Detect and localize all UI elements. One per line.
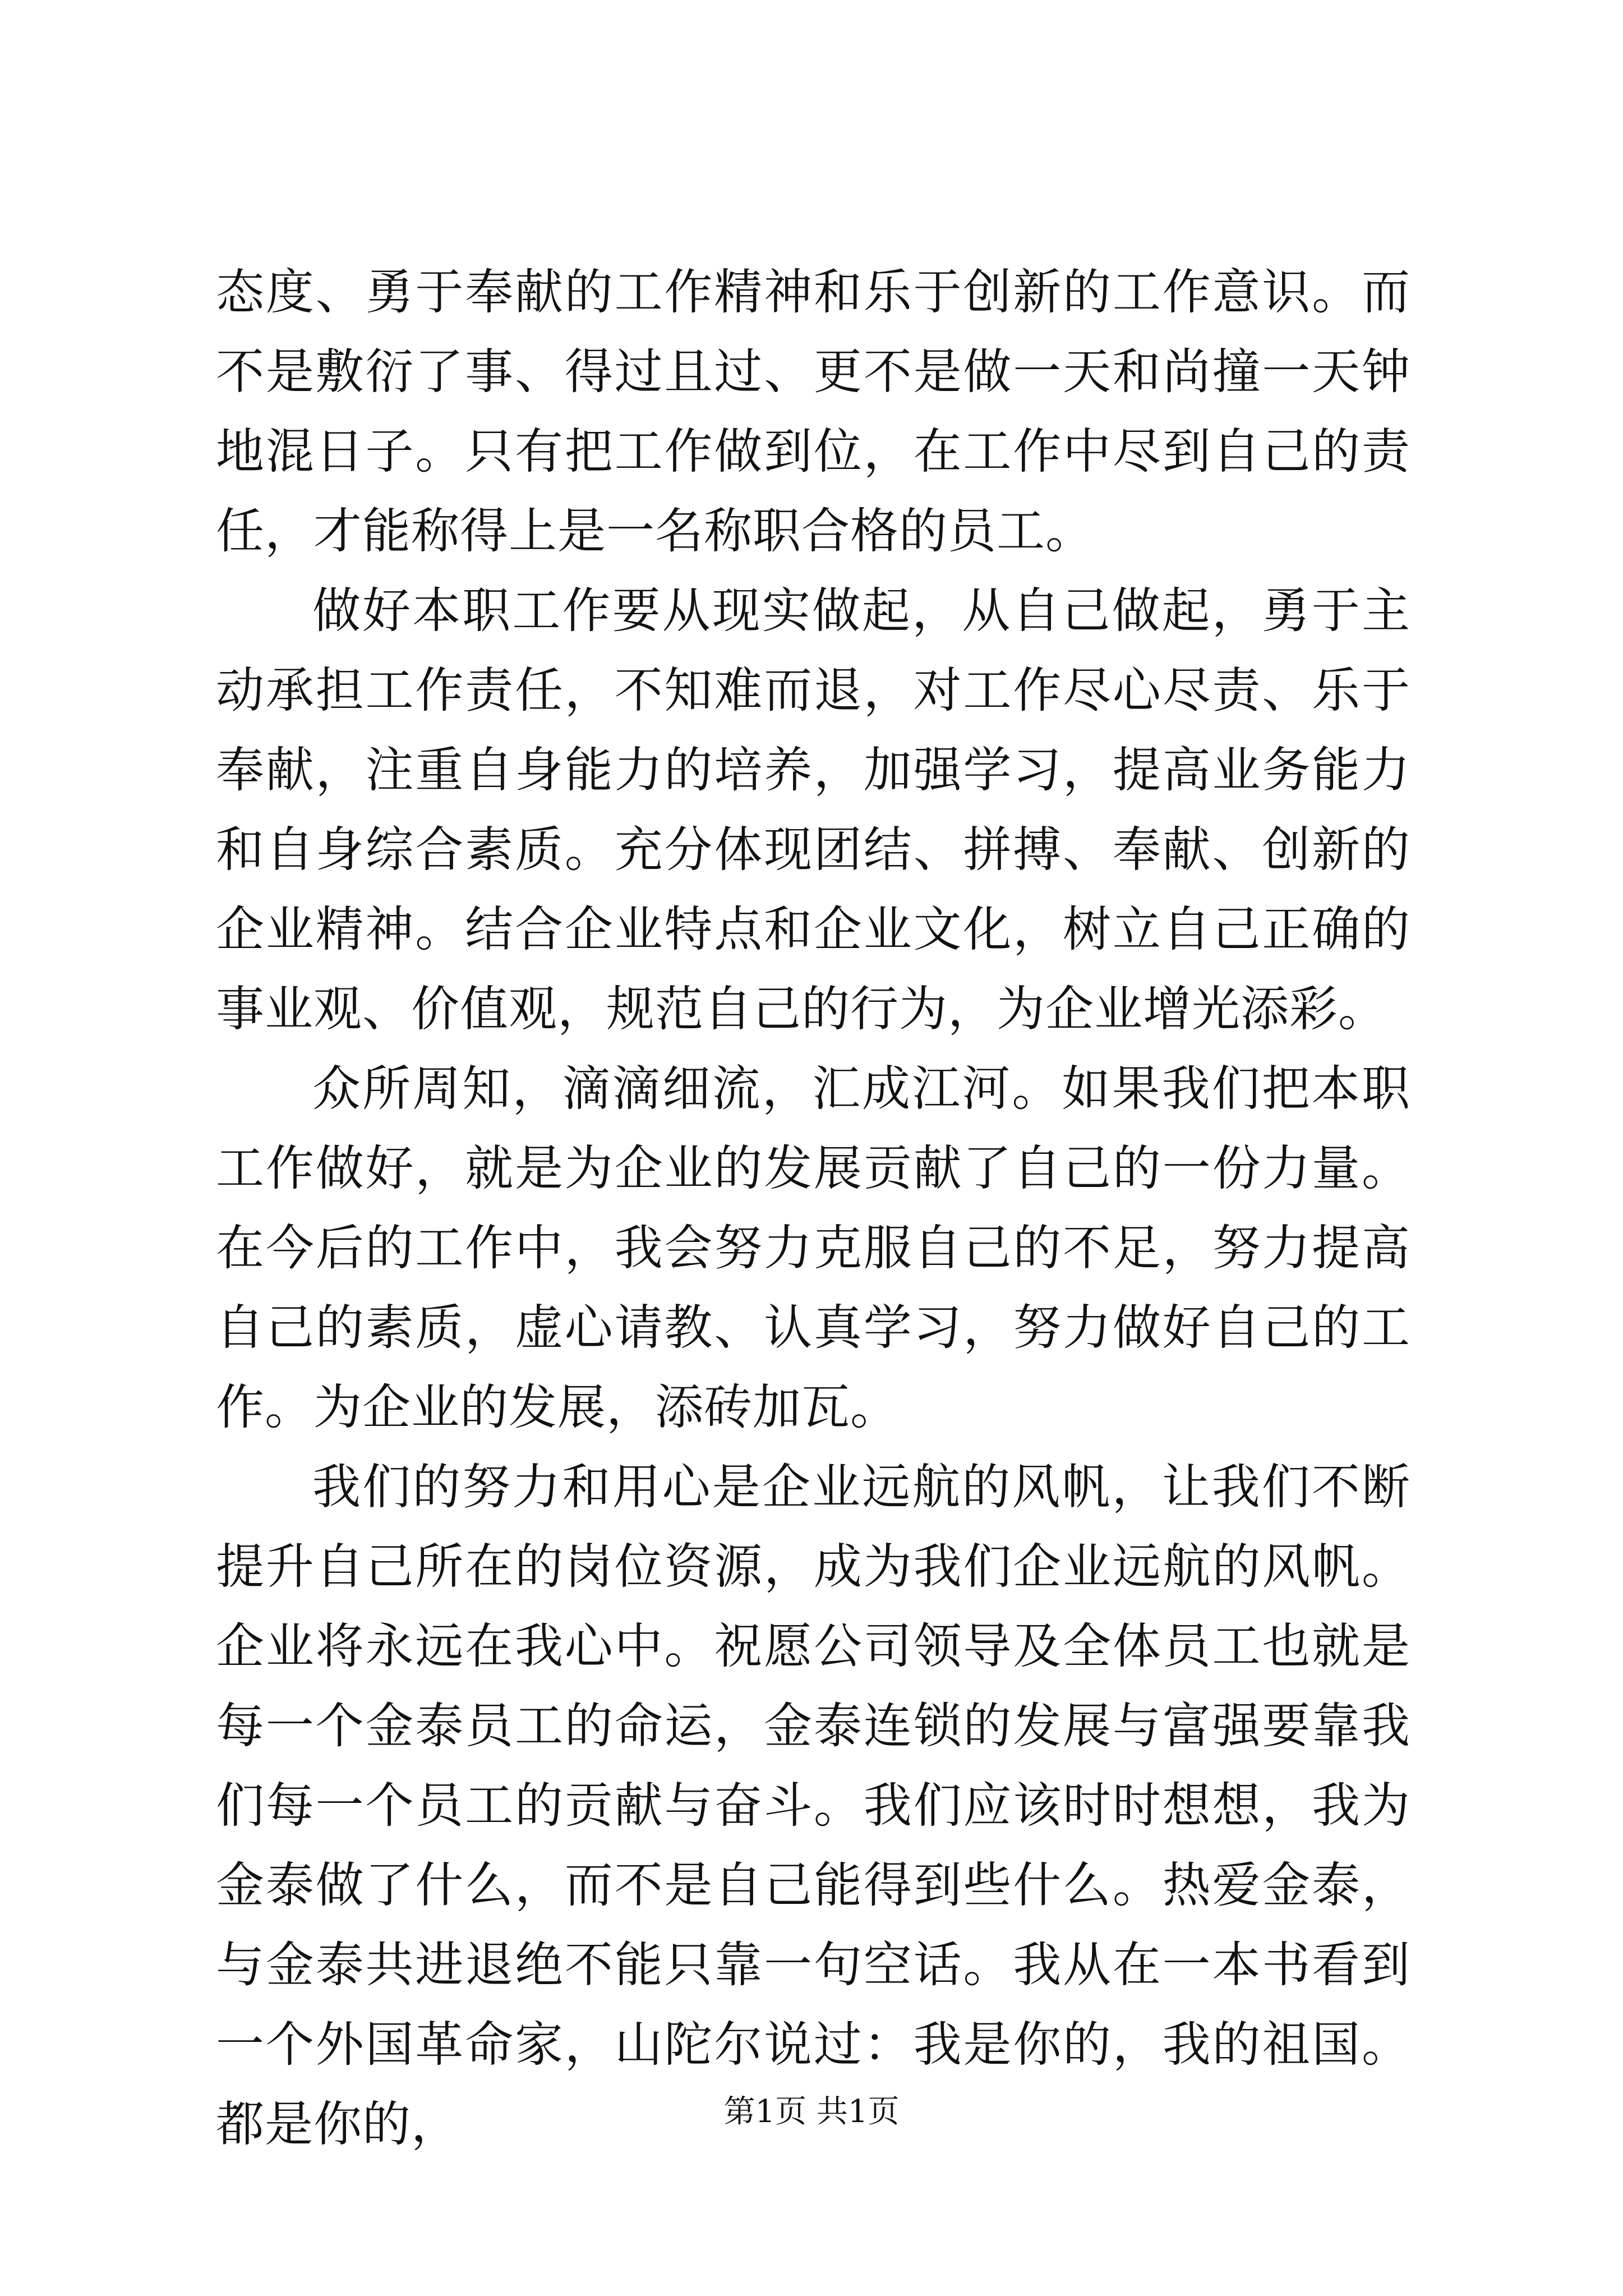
page-number-footer: 第1页 共1页 (723, 2093, 900, 2130)
paragraph-2: 做好本职工作要从现实做起，从自己做起，勇于主动承担工作责任，不知难而退，对工作尽心尽责、乐于奉献，注重自身能力的培养，加强学习，提高业务能力和自身综合素质。充分体现团结、拼搏、奉献、创新的企业精神。结合企业特点和企业文化，树立自己正确的事业观、价值观，规范自己的行为，为企业增光添彩。 (216, 583, 1410, 1037)
document-body (216, 252, 1410, 2164)
paragraph-3: 众所周知，滴滴细流，汇成江河。如果我们把本职工作做好，就是为企业的发展贡献了自己的一份力量。在今后的工作中，我会努力克服自己的不足，努力提高自己的素质，虚心请教、认真学习，努力做好自己的工作。为企业的发展，添砖加瓦。 (216, 1061, 1410, 1435)
paragraph-4: 我们的努力和用心是企业远航的风帆，让我们不断提升自己所在的岗位资源，成为我们企业远航的风帆。企业将永远在我心中。祝愿公司领导及全体员工也就是每一个金泰员工的命运，金泰连锁的发展与富强要靠我们每一个员工的贡献与奋斗。我们应该时时想想，我为金泰做了什么，而不是自己能得到些什么。热爱金泰，与金泰共进退绝不能只靠一句空话。我从在一本书看到一个外国革命家，山陀尔说过：我是你的，我的祖国。都是你的， (216, 1459, 1410, 2152)
paragraph-1: 态度、勇于奉献的工作精神和乐于创新的工作意识。而不是敷衍了事、得过且过、更不是做一天和尚撞一天钟地混日子。只有把工作做到位，在工作中尽到自己的责任，才能称得上是一名称职合格的员工。 (216, 264, 1410, 559)
